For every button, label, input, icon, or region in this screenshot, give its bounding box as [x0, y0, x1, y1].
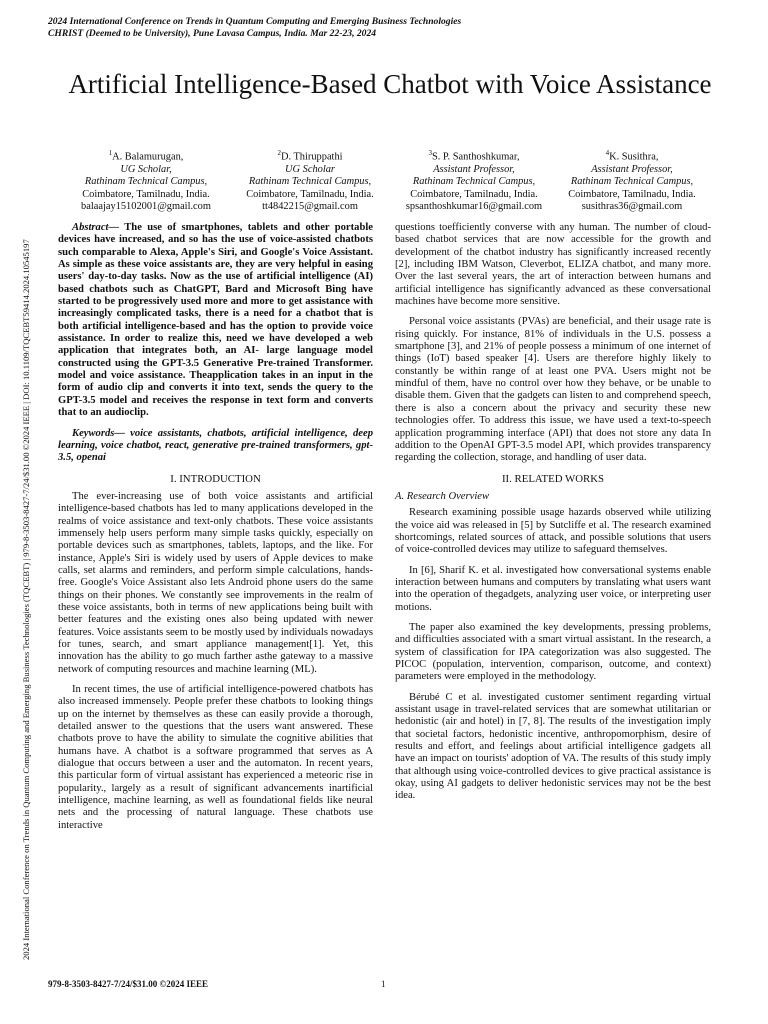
- author-3-institution: Rathinam Technical Campus,: [412, 176, 536, 188]
- author-2-number: 2: [277, 149, 281, 157]
- footer-isbn: 979-8-3503-8427-7/24/$31.00 ©2024 IEEE: [48, 979, 208, 989]
- author-4-email: susithras36@gmail.com: [581, 201, 683, 213]
- author-3-role: Assistant Professor,: [433, 163, 515, 175]
- author-1: [56, 147, 236, 214]
- author-2: [220, 147, 400, 214]
- author-1-role: UG Scholar,: [120, 163, 172, 175]
- section-heading-introduction: I. INTRODUCTION: [170, 472, 261, 485]
- related-paragraph-1: Research examining possible usage hazards observed while utilizing the voice aid was released in [5] by Sutcliffe et al. The research examined shortcomings, related sources of attack, and possible solutions that users of voice-controlled devices may utilize to safeguard themselves.: [395, 507, 711, 556]
- keywords-lead: Keywords—: [72, 427, 125, 439]
- author-2-institution: Rathinam Technical Campus,: [248, 176, 372, 188]
- author-1-institution: Rathinam Technical Campus,: [84, 176, 208, 188]
- author-2-location: Coimbatore, Tamilnadu, India.: [246, 188, 374, 200]
- author-4-role: Assistant Professor,: [591, 163, 673, 175]
- author-1-email: balaajay15102001@gmail.com: [81, 201, 211, 213]
- author-4-location: Coimbatore, Tamilnadu, India.: [568, 188, 696, 200]
- right-column: [395, 222, 711, 811]
- author-4-institution: Rathinam Technical Campus,: [570, 176, 694, 188]
- abstract-lead: Abstract—: [72, 222, 120, 233]
- intro-paragraph-1: The ever-increasing use of both voice assistants and artificial intelligence-based chatbots has led to many applications developed in the realms of voice assistance and text-only chatbots. These voice assistants immensely help users perform many simple tasks quickly, especially on portable devices such as smartphones, tablets, laptops, and the like. For instance, Apple's Siri is widely used by users of Apple devices to make calls, set alarms and reminders, and perform simple calculations, hands-free. Google's Voice Assistant also lets Android phone users do the same things on their phones. We constantly see improvements in the realm of these voice assistants, both in terms of new applications being built with better features and the existing ones also being updated with newer features. Voice assistants seem to be mostly used by individuals nowadays for tunes, search, and smart appliance management[1]. Yet, this innovation has the ability to go much farther asthe gateway to a massive network of computing resources and machine learning (ML).: [58, 490, 373, 675]
- author-3-email: spsanthoshkumar16@gmail.com: [405, 201, 543, 213]
- author-block: [56, 147, 722, 213]
- author-2-email: tt4842215@gmail.com: [262, 201, 358, 213]
- subsection-heading-research-overview: A. Research Overview: [395, 490, 490, 502]
- keywords: [58, 428, 373, 465]
- author-4-name: K. Susithra,: [609, 151, 659, 163]
- author-1-location: Coimbatore, Tamilnadu, India.: [82, 188, 210, 200]
- intro-paragraph-2: In recent times, the use of artificial intelligence-powered chatbots has also increased immensely. People prefer these chatbots to looking things up on the internet by themselves as these can easily provide a thorough, detailed answer to the questions that the users want answered. These chatbots prove to have the ability to simulate the cognitive abilities that humans have. A chatbot is a software programmed that serves as A dialogue that occurs between a user and the automaton. In recent years, this particular form of virtual assistant has experienced a meteoric rise in popularity., largely as a result of significant advancements inartificial intelligence, machine learning, as well as foundational fields like neural nets and the processing of natural language. These chatbots use interactive: [58, 684, 373, 831]
- keywords-text: voice assistants, chatbots, artificial intelligence, deep learning, voice chatbot, react, generative pre-trained transformers, gpt-3.5, openai: [58, 427, 373, 464]
- abstract: [58, 222, 373, 420]
- intro-paragraph-4: Personal voice assistants (PVAs) are beneficial, and their usage rate is rising quickly. For instance, 81% of individuals in the U.S. possess a smartphone [3], and 21% of people possess a minimum of one internet of things (IoT) based speaker [4]. Users are therefore highly likely to constantly be within range of at least one PVA. Users might not be mindful of them, have no control over how they behave, or be unable to disable them. Given that the gadgets can listen to and comprehend speech, there is also a concern about the privacy and security these new technologies offer. To address this issue, we have used a text-to-speech application programming interface (API) that does not store any data In addition to the OpenAI GPT-3.5 model API, which provides transparency regarding the collection, storage, and handling of user data.: [395, 316, 711, 464]
- author-1-name: A. Balamurugan,: [112, 151, 184, 163]
- author-3-name: S. P. Santhoshkumar,: [431, 151, 520, 163]
- author-2-role: UG Scholar: [285, 163, 335, 175]
- related-paragraph-4: Bérubé C et al. investigated customer sentiment regarding virtual assistant usage in travel-related services that are somewhat utilitarian or hedonistic (air and hotel) in [7, 8]. The results of the investigation imply that societal factors, hedonistic incentive, anthropomorphism, desire of results and effort, and feelings about artificial intelligence gadgets all have an impact on tourists' adoption of VA. The results of this study imply that although using voice-controlled devices to give practical assistance is okay, using AI gadgets to deliver hedonistic services may not be the best idea.: [395, 691, 711, 802]
- related-paragraph-3: The paper also examined the key developments, pressing problems, and difficulties associated with a smart virtual assistant. In the research, a system of classification for IPA categorization was also suggested. The PICOC (population, intervention, comparison, outcome, and context) parameters were employed in the methodology.: [395, 621, 711, 683]
- left-column: [58, 222, 373, 840]
- side-doi-strip: 2024 International Conference on Trends in Quantum Computing and Emerging Business Technologies (TQCEBT) | 979-8-3503-8427-7/24/$31.00 ©2024 IEEE | DOI: 10.1109/TQCEBT59414.2024.10545197: [21, 239, 31, 960]
- abstract-text: The use of smartphones, tablets and other portable devices have increased, and so has the use of voice-assisted chatbots such comparable to Alexa, Apple's Siri, and Google's Voice Assistant. As simple as these voice assistants are, they are very helpful in easing users' day-to-day tasks. Now as the use of artificial intelligence (AI) based chatbots such as ChatGPT, Bard and Microsoft Bing have started to be progressively used more and more to get assistance with increasingly complicated tasks, there is a need for a chatbot that is both artificial intelligence-based and has the option to provide voice assistance. In order to realize this, need we have developed a web application that integrates both, an AI- large language model constructed using the GPT-3.5 Generative Pre-trained Transformer. model and voice assistance. Theapplication takes in an input in the form of audio clip and converts it into text, sends the query to the GPT-3.5 model and receives the response in text form and converts that to an audioclip.: [58, 222, 373, 419]
- related-paragraph-2: In [6], Sharif K. et al. investigated how conversational systems enable interaction between humans and computers by translating what users want into the operation of thegadgets, analyzing user voice, or interpreting user motions.: [395, 564, 711, 613]
- conference-venue: CHRIST (Deemed to be University), Pune Lavasa Campus, India. Mar 22-23, 2024: [48, 28, 377, 39]
- paper-title: Artificial Intelligence-Based Chatbot with Voice Assistance: [68, 69, 712, 99]
- section-heading-related-works: II. RELATED WORKS: [501, 472, 605, 485]
- author-4: [542, 147, 722, 214]
- author-2-name: D. Thiruppathi: [280, 151, 343, 163]
- author-3: [384, 147, 564, 214]
- page-number: 1: [381, 979, 386, 989]
- author-1-number: 1: [108, 149, 113, 157]
- intro-paragraph-3: questions toefficiently converse with any human. The number of cloud- based chatbot services that are now accessible for the growth and development of the chatbot industry has significantly increased recently [2], including IBM Watson, Cleverbot, ELIZA chatbot, and many more. Over the last several years, the art of interaction between humans and artificial intelligence has significantly advanced as these conversational machines have become more sensitive.: [395, 222, 711, 308]
- conference-header: [48, 16, 728, 40]
- author-4-number: 4: [605, 149, 610, 157]
- author-3-number: 3: [428, 149, 432, 157]
- author-3-location: Coimbatore, Tamilnadu, India.: [410, 188, 538, 200]
- conference-title: 2024 International Conference on Trends in Quantum Computing and Emerging Business Technologies: [48, 16, 462, 27]
